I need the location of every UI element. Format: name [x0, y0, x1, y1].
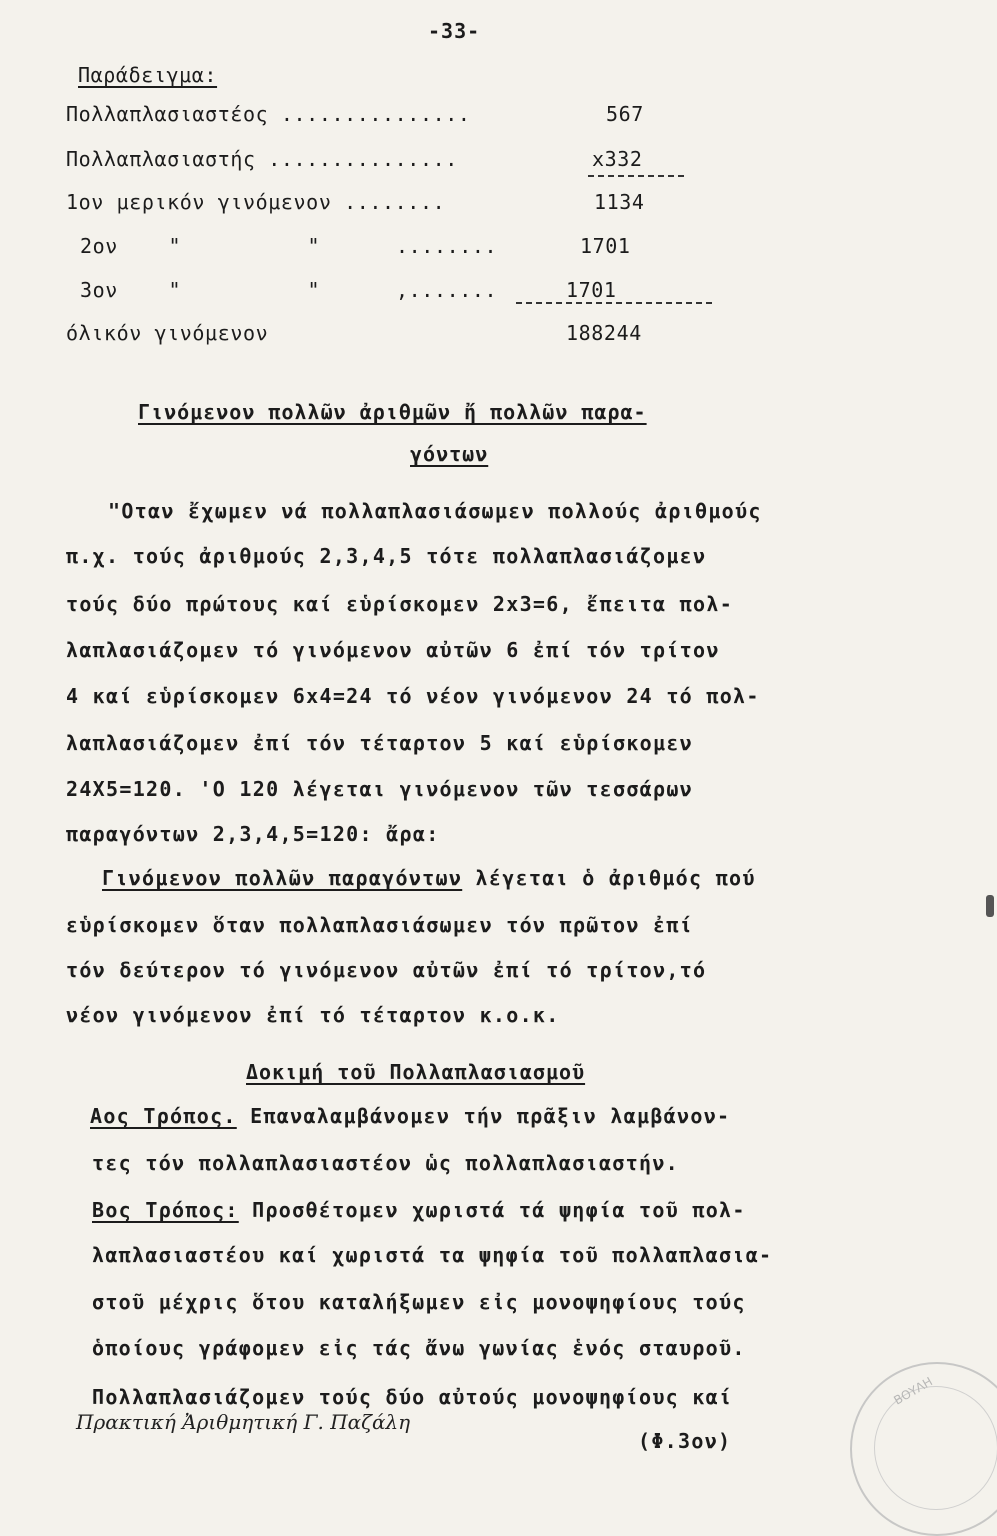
example-heading: Παράδειγμα: [78, 63, 218, 87]
example-row-label: Πολλαπλασιαστέος ............... [66, 102, 471, 126]
definition-text: λέγεται ὁ ἀριθμός πού [462, 866, 756, 890]
stamp-text: ΒΟΥΛΗ [891, 1374, 935, 1408]
sheet-number: (Φ.3ον) [638, 1429, 732, 1453]
paragraph-line: λαπλασιάζομεν ἐπί τόν τέταρτον 5 καί εὑρίσκομεν [66, 731, 694, 755]
example-row-value: 567 [606, 102, 644, 126]
section-title-continued: γόντων [410, 442, 489, 466]
paragraph-line: τούς δύο πρώτους καί εὑρίσκομεν 2x3=6, ἔπειτα πολ- [66, 592, 734, 616]
example-row-value: 188244 [566, 321, 642, 345]
method-line [92, 1197, 746, 1223]
definition-line: εὑρίσκομεν ὅταν πολλαπλασιάσωμεν τόν πρῶτον ἐπί [66, 913, 694, 937]
scan-mark [986, 895, 994, 917]
method-label: Αος Τρόπος. [90, 1104, 237, 1128]
page-number: -33- [428, 19, 481, 43]
paragraph-line: παραγόντων 2,3,4,5=120: ἄρα: [66, 822, 440, 846]
sum-rule [588, 175, 684, 177]
method-line: στοῦ μέχρις ὅτου καταλήξωμεν εἰς μονοψηφίους τούς [92, 1290, 746, 1314]
example-row-label: Πολλαπλασιαστής ............... [66, 147, 458, 171]
method-label: Βος Τρόπος: [92, 1198, 239, 1222]
definition-line: τόν δεύτερον τό γινόμενον αὐτῶν ἐπί τό τρίτον,τό [66, 958, 707, 982]
method-line: λαπλασιαστέου καί χωριστά τα ψηφία τοῦ πολλαπλασια- [92, 1243, 773, 1267]
example-row-value: x332 [592, 147, 643, 171]
sum-rule [516, 302, 712, 304]
example-row-label: 3ον " " ,....... [80, 278, 498, 302]
definition-line: νέον γινόμενον ἐπί τό τέταρτον κ.ο.κ. [66, 1003, 560, 1027]
example-row-value: 1701 [566, 278, 617, 302]
example-row-label: όλικόν γινόμενον [66, 321, 269, 345]
method-line: τες τόν πολλαπλασιαστέον ὡς πολλαπλασιαστήν. [92, 1151, 680, 1175]
handwritten-book-title: Πρακτική Ἀριθμητική Γ. Παζάλη [76, 1410, 411, 1434]
paragraph-line: 24X5=120. 'Ο 120 λέγεται γινόμενον τῶν τεσσάρων [66, 777, 694, 801]
definition-term: Γινόμενον πολλῶν παραγόντων [102, 866, 463, 890]
paragraph-line: π.χ. τούς ἀριθμούς 2,3,4,5 τότε πολλαπλασιάζομεν [66, 544, 707, 568]
library-stamp [850, 1362, 997, 1536]
example-row-label: 2ον " " ........ [80, 234, 498, 258]
method-line: ὁποίους γράφομεν εἰς τάς ἄνω γωνίας ἑνός σταυροῦ. [92, 1336, 746, 1360]
example-row-value: 1134 [594, 190, 645, 214]
method-text: Επαναλαμβάνομεν τήν πρᾶξιν λαμβάνον- [236, 1104, 731, 1128]
example-row-value: 1701 [580, 234, 631, 258]
paragraph-line: "Οταν ἔχωμεν νά πολλαπλασιάσωμεν πολλούς ἀριθμούς [108, 499, 762, 523]
paragraph-line: λαπλασιάζομεν τό γινόμενον αὐτῶν 6 ἐπί τόν τρίτον [66, 638, 720, 662]
example-row-label: 1ον μερικόν γινόμενον ........ [66, 190, 446, 214]
definition-line [102, 865, 756, 891]
method-line [90, 1103, 730, 1129]
section-title: Γινόμενον πολλῶν ἀριθμῶν ἤ πολλῶν παρα- [138, 400, 647, 424]
paragraph-line: 4 καί εὑρίσκομεν 6x4=24 τό νέον γινόμενον 24 τό πολ- [66, 684, 760, 708]
section-title: Δοκιμή τοῦ Πολλαπλασιασμοῦ [246, 1060, 586, 1084]
method-line: Πολλαπλασιάζομεν τούς δύο αὐτούς μονοψηφίους καί [92, 1385, 733, 1409]
method-text: Προσθέτομεν χωριστά τά ψηφία τοῦ πολ- [238, 1198, 746, 1222]
stamp-ring [874, 1386, 997, 1510]
